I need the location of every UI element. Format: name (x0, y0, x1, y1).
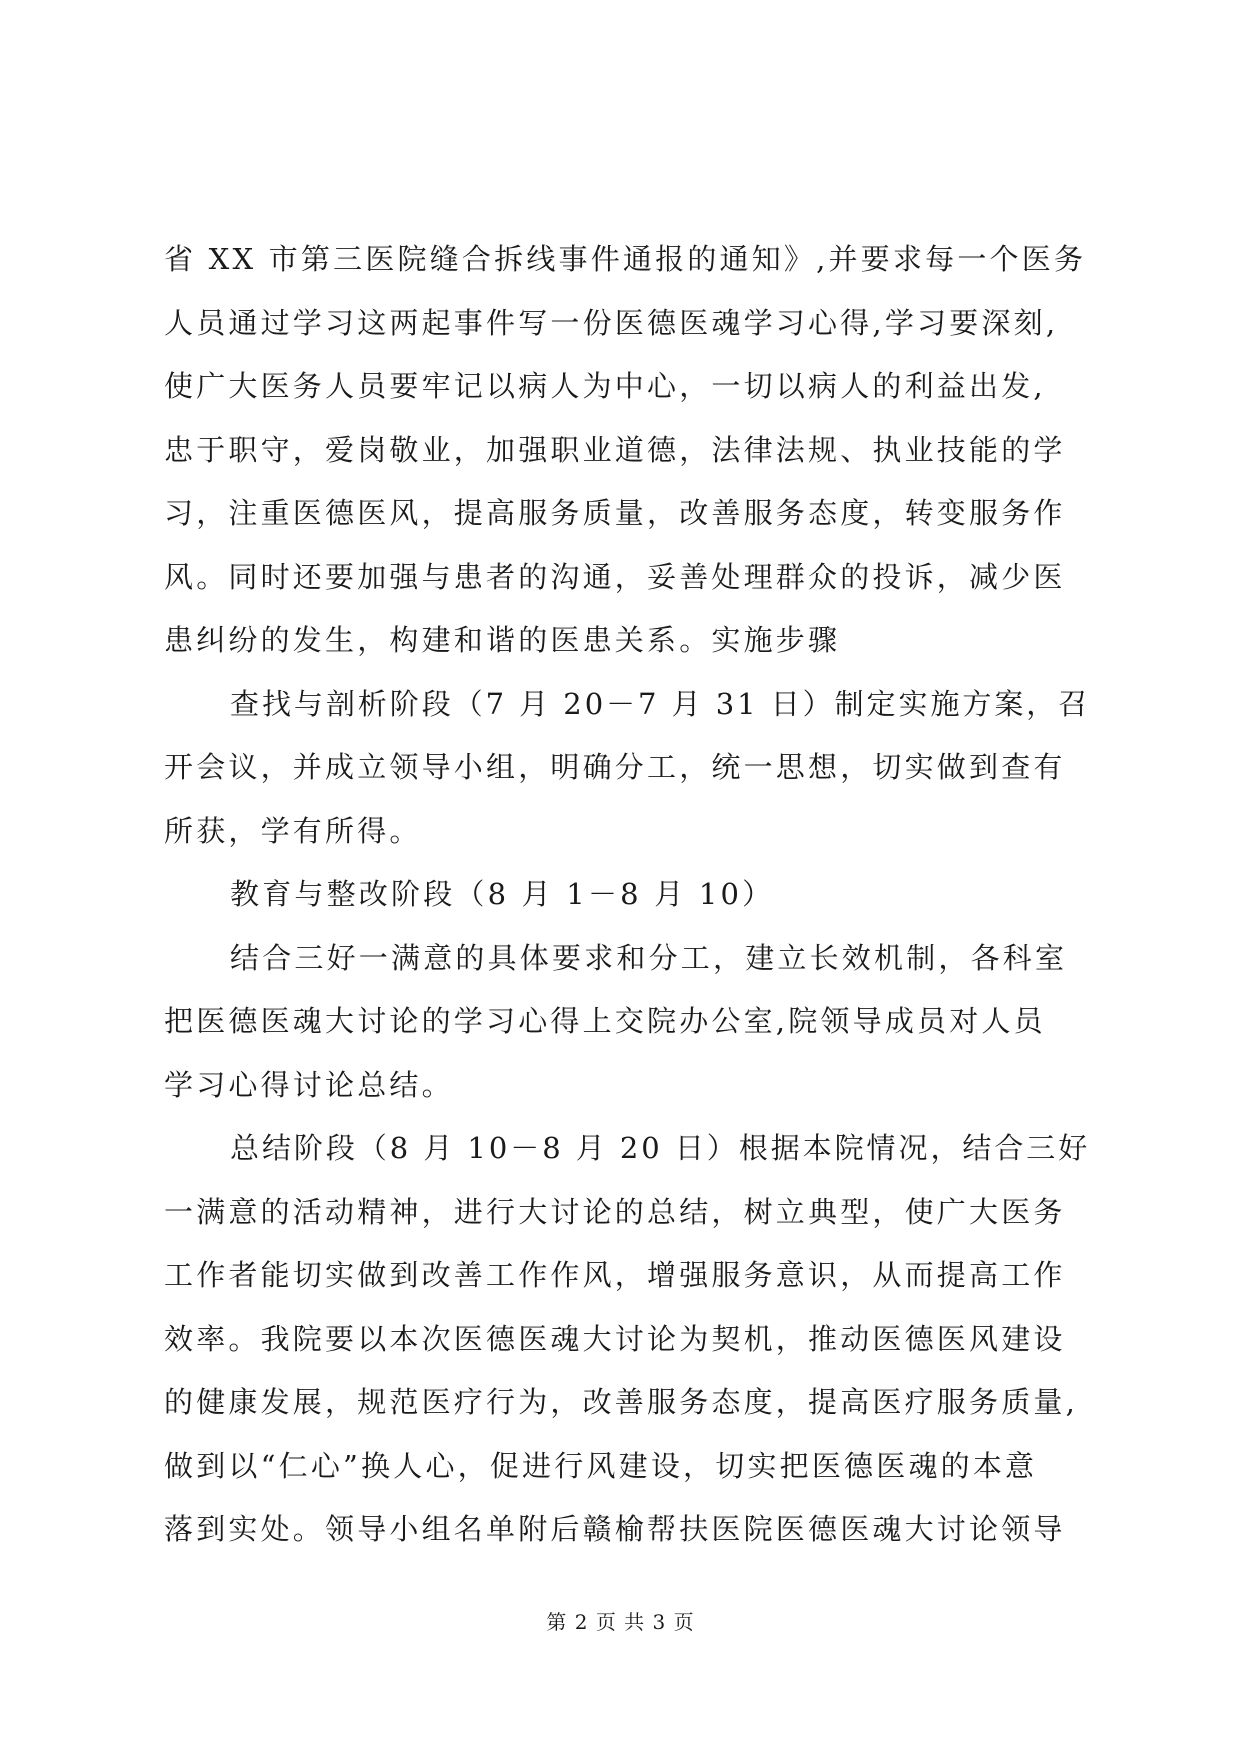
text-line-6: 风。同时还要加强与患者的沟通，妥善处理群众的投诉，减少医 (164, 559, 1066, 594)
text-line-16: 一满意的活动精神，进行大讨论的总结，树立典型，使广大医务 (164, 1194, 1066, 1229)
text-line-14: 学习心得讨论总结。 (164, 1067, 454, 1102)
text-line-4: 忠于职守，爱岗敬业，加强职业道德，法律法规、执业技能的学 (164, 432, 1066, 467)
page-number-footer: 第 2 页 共 3 页 (546, 1610, 695, 1634)
text-line-8: 查找与剖析阶段（7 月 20－7 月 31 日）制定实施方案，召 (230, 686, 1091, 721)
text-line-11: 教育与整改阶段（8 月 1－8 月 10） (230, 877, 775, 911)
text-line-10: 所获，学有所得。 (164, 813, 422, 848)
text-line-15: 总结阶段（8 月 10－8 月 20 日）根据本院情况，结合三好 (230, 1131, 1091, 1165)
text-line-21: 落到实处。领导小组名单附后赣榆帮扶医院医德医魂大讨论领导 (164, 1512, 1066, 1546)
text-line-17: 工作者能切实做到改善工作作风，增强服务意识，从而提高工作 (164, 1258, 1066, 1292)
text-line-13: 把医德医魂大讨论的学习心得上交院办公室,院领导成员对人员 (164, 1004, 1046, 1038)
text-line-18: 效率。我院要以本次医德医魂大讨论为契机，推动医德医风建设 (164, 1321, 1066, 1356)
document-body (164, 228, 1094, 1562)
text-line-7: 患纠纷的发生，构建和谐的医患关系。实施步骤 (164, 623, 841, 657)
text-line-20: 做到以“仁心”换人心，促进行风建设，切实把医德医魂的本意 (164, 1448, 1038, 1483)
text-line-9: 开会议，并成立领导小组，明确分工，统一思想，切实做到查有 (164, 750, 1066, 784)
text-line-5: 习，注重医德医风，提高服务质量，改善服务态度，转变服务作 (164, 496, 1066, 530)
text-line-12: 结合三好一满意的具体要求和分工，建立长效机制，各科室 (230, 940, 1068, 975)
text-line-3: 使广大医务人员要牢记以病人为中心，一切以病人的利益出发, (164, 369, 1046, 403)
text-line-2: 人员通过学习这两起事件写一份医德医魂学习心得,学习要深刻, (164, 305, 1059, 340)
text-line-19: 的健康发展，规范医疗行为，改善服务态度，提高医疗服务质量, (164, 1385, 1079, 1419)
text-line-1: 省 XX 市第三医院缝合拆线事件通报的通知》,并要求每一个医务 (164, 242, 1087, 276)
